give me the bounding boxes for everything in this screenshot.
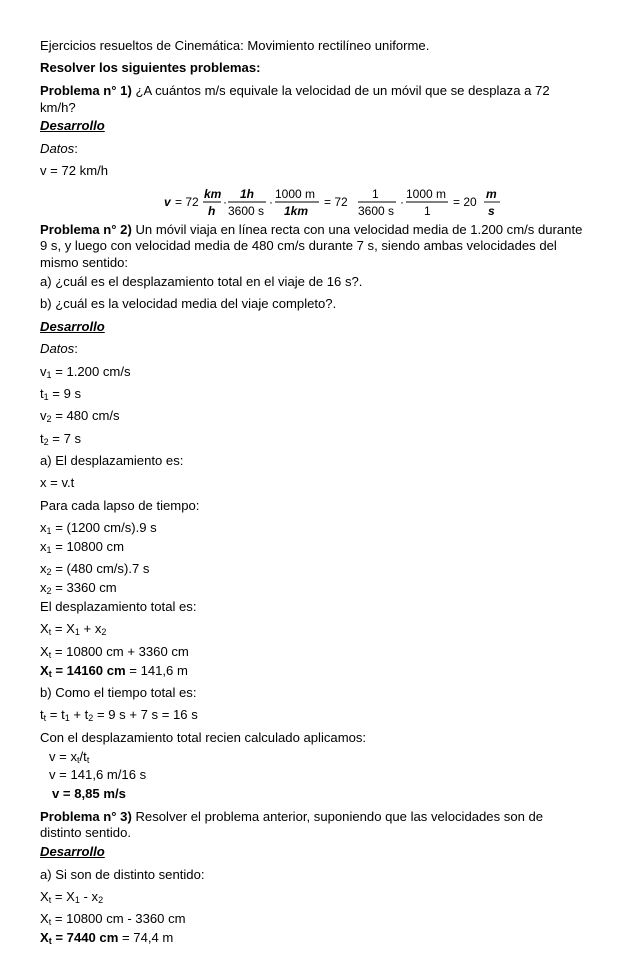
part-b-heading: b) Como el tiempo total es: (40, 684, 197, 700)
problem-3-part-a-heading: a) Si son de distinto sentido: (40, 866, 205, 882)
x2-result: $x_2 = 3360$ cm (40, 580, 117, 597)
formula-1000m-b: 1000 m (406, 186, 447, 201)
data-v1: $v_1 = 1.200$ cm/s (40, 363, 131, 380)
formula-3600s-b: 3600 s (358, 203, 395, 218)
problem-3-desarrollo: Desarrollo (40, 844, 105, 860)
problem-2-desarrollo: Desarrollo (40, 318, 105, 334)
velocity-formula: $v = x_t/t_t$ (49, 748, 90, 765)
formula-eq-72-b: = 72 (324, 194, 348, 209)
unit-conversion-formula (164, 184, 509, 220)
problem-2-question-a: a) ¿cuál es el desplazamiento total en el viaje de 16 s?. (40, 273, 363, 289)
displacement-equation: x = v.t (40, 475, 75, 491)
problem-2-text: Un móvil viaja en línea recta con una velocidad media de 1.200 cm/s durante 9 s, y luego con velocidad media de 480 cm/s durante 7 s, siendo ambas velocidades del mismo sentido: (40, 221, 583, 271)
formula-s: s (488, 203, 495, 218)
formula-m: m (486, 186, 497, 201)
formula-v: v (164, 194, 171, 209)
document-subtitle: Resolver los siguientes problemas: (40, 60, 261, 76)
p3-xt-formula: $X_t = X_1 - x_2$ (40, 888, 104, 905)
svg-text:·: · (223, 194, 227, 209)
total-displacement-heading: El desplazamiento total es: (40, 599, 197, 615)
svg-text:·: · (400, 194, 404, 209)
p3-xt-result: $X_t = 7440$ cm = 74,4 m (40, 930, 174, 947)
document-title: Ejercicios resueltos de Cinemática: Movimiento rectilíneo uniforme. (40, 38, 430, 53)
svg-text:·: · (269, 194, 273, 209)
formula-eq-72: = 72 (175, 194, 199, 209)
problem-1-datos-label: Datos (40, 140, 75, 156)
per-interval-heading: Para cada lapso de tiempo: (40, 497, 200, 513)
x1-calc: $x_1 = (1200$ cm/s).9 s (40, 520, 157, 537)
problem-3-label: Problema n° 3) (40, 808, 132, 824)
problem-3-text: Resolver el problema anterior, suponiendo que las velocidades son de distinto sentido. (40, 808, 544, 841)
data-t2: $t_2 = 7$ s (40, 430, 82, 447)
formula-1km: 1km (284, 203, 309, 218)
apply-heading: Con el desplazamiento total recien calculado aplicamos: (40, 729, 367, 745)
problem-2-datos-label: Datos (40, 341, 75, 357)
formula-1h: 1h (240, 186, 255, 201)
velocity-result: v = 8,85 m/s (52, 786, 126, 802)
x2-calc: $x_2 = (480$ cm/s).7 s (40, 561, 150, 578)
p3-xt-values: $X_t = 10800$ cm - 3360 cm (40, 911, 186, 928)
xt-sum-formula: $X_t = X_1 + x_2$ (40, 621, 107, 638)
document-page (40, 38, 585, 953)
formula-one: 1 (372, 186, 379, 201)
problem-2-statement (40, 222, 585, 272)
xt-sum-result: $X_t = 14160$ cm = 141,6 m (40, 662, 188, 679)
data-v2: $v_2 = 480$ cm/s (40, 408, 120, 425)
problem-3-statement (40, 809, 585, 843)
part-a-heading: a) El desplazamiento es: (40, 453, 184, 469)
x1-result: $x_1 = 10800$ cm (40, 539, 124, 556)
xt-sum-values: $X_t = 10800$ cm + 3360 cm (40, 643, 189, 660)
problem-2-datos-colon: : (74, 341, 78, 357)
problem-1-desarrollo: Desarrollo (40, 118, 105, 134)
formula-one-b: 1 (424, 203, 431, 218)
problem-1-datos-colon: : (74, 140, 78, 156)
problem-1-label: Problema n° 1) (40, 82, 132, 98)
problem-1-velocity: v = 72 km/h (40, 163, 109, 179)
velocity-calc: v = 141,6 m/16 s (49, 767, 147, 783)
formula-3600s: 3600 s (228, 203, 265, 218)
problem-2-question-b: b) ¿cuál es la velocidad media del viaje completo?. (40, 296, 337, 312)
formula-h: h (208, 203, 216, 218)
problem-1-statement (40, 83, 585, 117)
problem-1-datos (40, 141, 585, 158)
problem-1-text: ¿A cuántos m/s equivale la velocidad de un móvil que se desplaza a 72 km/h? (40, 82, 550, 115)
data-t1: $t_1 = 9$ s (40, 385, 82, 402)
formula-km: km (204, 186, 222, 201)
total-time: $t_t = t_1 + t_2 = 9$ s + 7 s = 16 s (40, 707, 198, 724)
problem-2-label: Problema n° 2) (40, 221, 132, 237)
formula-eq-20: = 20 (453, 194, 477, 209)
formula-1000m: 1000 m (275, 186, 316, 201)
problem-2-datos (40, 341, 585, 358)
